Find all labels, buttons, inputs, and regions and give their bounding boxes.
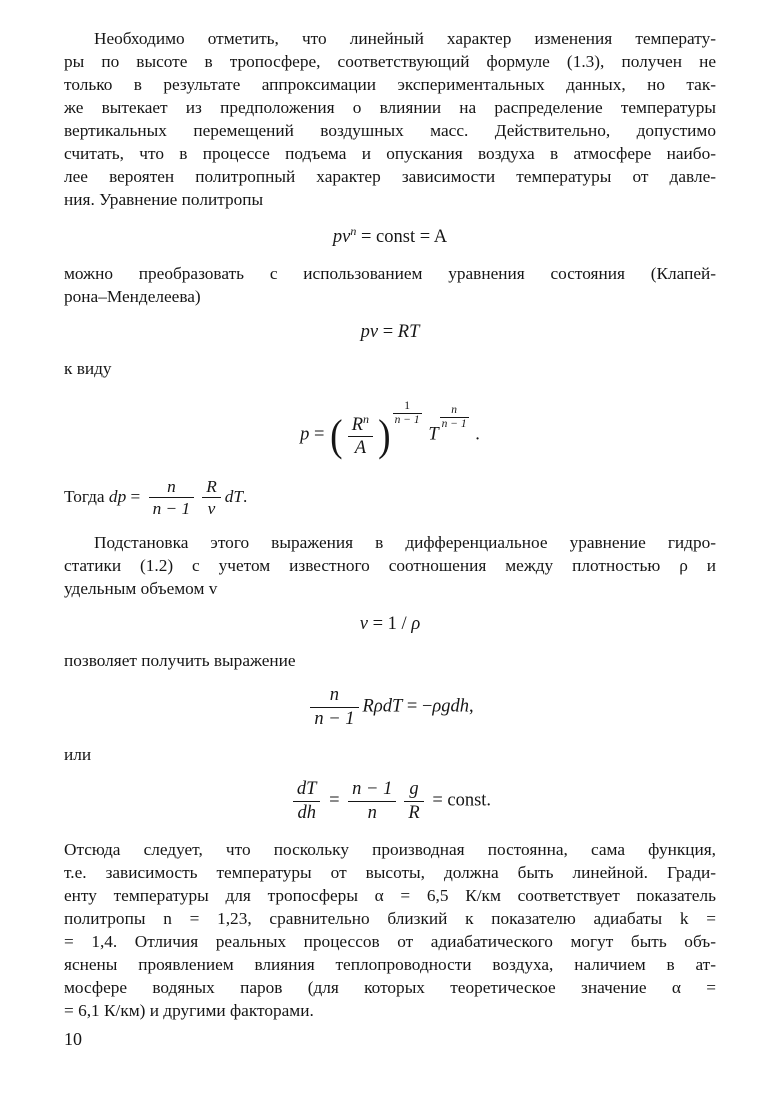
term-rrhodt: RρdT [362, 696, 403, 717]
comma: , [469, 696, 474, 717]
paragraph-to-form [64, 357, 716, 380]
var-rho: ρ [411, 613, 421, 634]
text-line: позволяет получить выражение [64, 650, 296, 670]
equals-sign: = [126, 486, 145, 506]
formula-specific-volume [64, 613, 716, 635]
text-line: удельным объемом v [64, 578, 218, 598]
text-line: мосфере водяных паров (для которых теоретическое значение α = [64, 977, 716, 997]
fraction-numerator: $R^n$ [351, 411, 370, 435]
text-line: рона–Менделеева) [64, 287, 201, 307]
var-p: p [300, 425, 310, 446]
text-line: к виду [64, 359, 112, 379]
text-line: только в результате аппроксимации экспериментальных данных, но так- [64, 75, 716, 94]
fraction-g-over-r: $\frac{g}{R}$ [404, 779, 423, 823]
exponent-fraction-n-over-n-minus-1: $\frac{n}{n - 1}$ [441, 404, 467, 431]
formula-pressure-expression [64, 400, 716, 459]
exponent-n: n [350, 224, 357, 238]
formula-gradient [64, 779, 716, 823]
period: . [470, 425, 480, 446]
word-togda: Тогда [64, 486, 105, 506]
text-line: яснены проявлением влияния теплопроводности воздуха, наличием в ат- [64, 954, 716, 974]
var-dt: dT [224, 486, 244, 506]
var-rt: RT [397, 322, 420, 343]
var-pv: pv [332, 227, 351, 247]
text-line: = 1,4. Отличия реальных процессов от адиабатического могут быть объ- [64, 931, 716, 951]
text-line: вертикальных перемещений воздушных масс. Действительно, допустимо [64, 121, 716, 140]
equals-sign: = [309, 425, 330, 446]
fraction-n-over-n-minus-1: $\frac{n}{n - 1}$ [149, 477, 195, 519]
open-paren: ( [330, 410, 343, 460]
page-number: 10 [64, 1029, 82, 1049]
formula-polytrope [64, 224, 716, 248]
text-line: политропы n = 1,23, сравнительно близкий к показателю адиабаты k = [64, 908, 716, 928]
equals-one-over: = 1 / [368, 613, 412, 634]
text-line: можно преобразовать с использованием уравнения состояния (Клапей- [64, 264, 716, 284]
text-line: лее вероятен политропный характер зависимости температуры от давле- [64, 167, 716, 186]
text-line: = 6,1 К/км) и другими факторами. [64, 1000, 314, 1020]
text-line: т.е. зависимость температуры от высоты, должна быть линейной. Гради- [64, 862, 716, 882]
paragraph-intro [64, 27, 716, 211]
paragraph-allows [64, 649, 716, 672]
text-line: считать, что в процессе подъема и опускания воздуха в атмосфере наибо- [64, 144, 716, 163]
paragraph-or [64, 743, 716, 766]
text-line: Необходимо отметить, что линейный характер изменения температу- [94, 29, 716, 48]
text-line: же вытекает из предположения о влиянии на распределение температуры [64, 98, 716, 117]
exponent-fraction-1-over-n-minus-1: $\frac{1}{n - 1}$ [394, 400, 420, 427]
paragraph-substitution [64, 531, 716, 600]
paragraph-transform [64, 262, 716, 308]
fraction-n-over-n-minus-1: $\frac{n}{n - 1}$ [310, 685, 358, 729]
paragraph-conclusion [64, 838, 716, 1022]
equals-minus: = − [402, 696, 433, 717]
period: . [243, 486, 248, 506]
equals-sign: = [378, 322, 398, 343]
var-dp: dp [108, 486, 127, 506]
equals-const: = const. [427, 790, 492, 811]
text-line: енту температуры для тропосферы α = 6,5 К/км соответствует показатель [64, 885, 716, 905]
formula-hydrostatic [64, 685, 716, 729]
text-line: Отсюда следует, что поскольку производная постоянна, сама функция, [64, 839, 716, 859]
equals-sign: = [324, 790, 345, 811]
fraction-dt-over-dh: $\frac{dT}{dh}$ [293, 779, 321, 823]
text-line: Подстановка этого выражения в дифференциальное уравнение гидро- [94, 532, 716, 552]
text-line: ры по высоте в тропосфере, соответствующий формуле (1.3), получен не [64, 52, 716, 71]
fraction-rn-over-a [348, 413, 373, 459]
var-pv: pv [360, 322, 379, 343]
close-paren: ) [378, 410, 391, 460]
text-line: или [64, 745, 92, 765]
fraction-n-minus-1-over-n: $\frac{n - 1}{n}$ [348, 779, 396, 823]
text-line: статики (1.2) с учетом известного соотношения между плотностью ρ и [64, 555, 716, 575]
var-v: v [359, 613, 368, 634]
fraction-r-over-v: $\frac{R}{v}$ [202, 477, 221, 519]
formula-state-equation [64, 321, 716, 343]
var-t: T [428, 425, 439, 446]
text-line: ния. Уравнение политропы [64, 190, 264, 209]
const-equals-a: = const = A [356, 227, 448, 247]
fraction-denominator: A [348, 436, 373, 459]
formula-dp-inline [64, 477, 716, 519]
term-rhogdh: ρgdh [432, 696, 470, 717]
